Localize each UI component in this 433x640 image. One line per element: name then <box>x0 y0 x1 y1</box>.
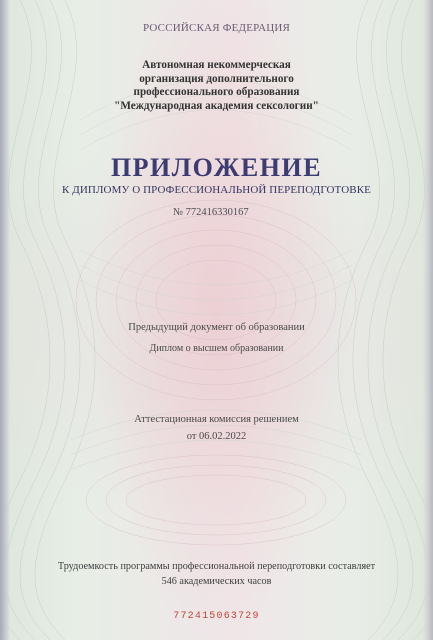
organization-line: "Международная академия сексологии" <box>114 99 319 112</box>
commission-decision: Аттестационная комиссия решением <box>134 414 299 425</box>
previous-document-label: Предыдущий документ об образовании <box>128 322 305 333</box>
country-name: РОССИЙСКАЯ ФЕДЕРАЦИЯ <box>142 22 291 34</box>
previous-document-value: Диплом о высшем образовании <box>149 343 284 354</box>
document-title: ПРИЛОЖЕНИЕ <box>110 153 323 182</box>
program-workload-text: Трудоемкость программы профессиональной переподготовки составляет <box>57 561 376 572</box>
program-hours: 546 академических часов <box>161 576 272 587</box>
serial-number: 772415063729 <box>173 611 260 622</box>
organization-line: Автономная некоммерческая <box>142 59 291 71</box>
diploma-number: № 772416330167 <box>173 207 249 218</box>
document-subtitle: К ДИПЛОМУ О ПРОФЕССИОНАЛЬНОЙ ПЕРЕПОДГОТОВКЕ <box>62 184 371 196</box>
organization-name <box>0 59 433 113</box>
commission-date: от 06.02.2022 <box>186 431 247 442</box>
organization-line: профессионального образования <box>133 86 300 99</box>
organization-line: организация дополнительного <box>139 72 294 85</box>
